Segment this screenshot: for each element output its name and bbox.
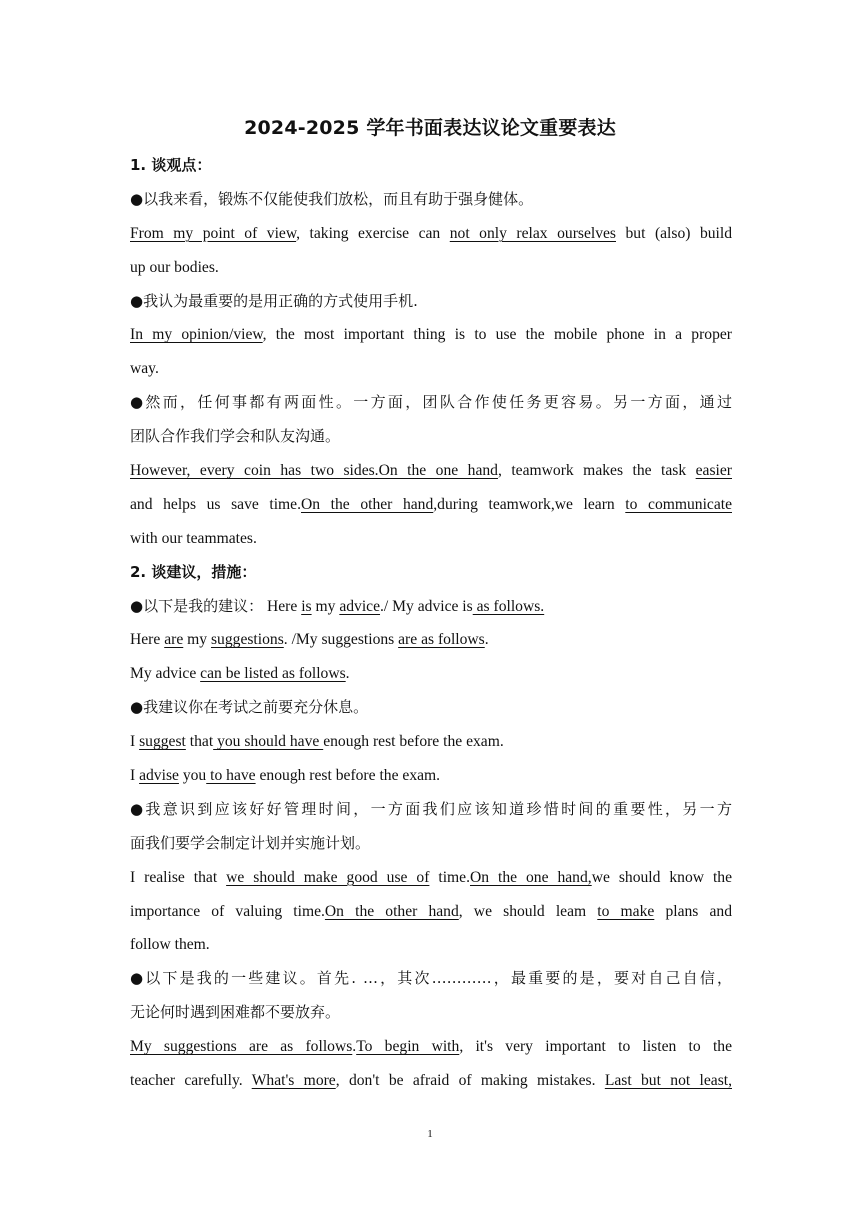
text-segment: that	[185, 733, 214, 751]
text-segment: ●以下是我的建议：	[130, 596, 264, 615]
underlined-phrase: suggestions	[210, 631, 284, 649]
text-line	[130, 183, 732, 217]
text-segment: ●我认为最重要的是用正确的方式使用手机.	[130, 291, 418, 310]
underlined-phrase: My suggestions are as follows	[130, 1038, 353, 1056]
underlined-phrase: easier	[695, 462, 732, 480]
underlined-phrase: we should make good use of	[226, 868, 430, 886]
text-segment: 1. 谈观点：	[130, 156, 212, 174]
underlined-phrase: as follows.	[472, 597, 545, 615]
text-segment: we should know the	[591, 868, 732, 886]
text-segment: you	[178, 767, 207, 785]
underlined-phrase: In my opinion/view	[130, 326, 263, 344]
text-line	[130, 420, 732, 454]
text-line	[130, 522, 732, 556]
text-line	[130, 251, 732, 285]
text-segment: Here	[263, 597, 302, 615]
underlined-phrase: On the other hand	[301, 495, 434, 513]
underlined-phrase: are as follows	[398, 631, 485, 649]
underlined-phrase: not only relax ourselves	[449, 224, 616, 242]
document-body	[130, 149, 732, 1098]
underlined-phrase: suggest	[139, 733, 186, 751]
text-segment: time.	[429, 868, 470, 886]
text-line	[130, 725, 732, 759]
text-segment: , the most important thing is to use the mobile phone in a proper	[262, 326, 732, 344]
text-segment: my	[311, 597, 340, 615]
underlined-phrase: However, every coin has two sides.On the one hand	[130, 462, 498, 480]
text-line	[130, 590, 732, 624]
text-segment: 团队合作我们学会和队友沟通。	[130, 427, 341, 446]
text-segment: but (also) build	[616, 224, 732, 242]
text-segment: with our teammates.	[130, 529, 257, 547]
text-line	[130, 352, 732, 386]
text-segment: , teamwork makes the task	[497, 462, 696, 480]
underlined-phrase: to have	[206, 767, 256, 785]
text-segment: .	[352, 1038, 357, 1056]
text-line	[130, 928, 732, 962]
text-segment: plans and	[654, 902, 732, 920]
text-line	[130, 861, 732, 895]
underlined-phrase: can be listed as follows	[200, 665, 346, 683]
text-segment: 无论何时遇到困难都不要放弃。	[130, 1003, 341, 1022]
document-title: 2024-2025 学年书面表达议论文重要表达	[244, 117, 616, 139]
text-segment: ./ My advice is	[380, 597, 473, 615]
text-segment: teacher carefully.	[130, 1072, 252, 1090]
text-segment: way.	[130, 360, 159, 378]
underlined-phrase: From my point of view	[130, 224, 297, 242]
text-line	[130, 623, 732, 657]
text-line	[130, 318, 732, 352]
text-segment: .	[484, 631, 489, 649]
text-segment: , taking exercise can	[296, 224, 450, 242]
text-line	[130, 759, 732, 793]
text-line	[130, 895, 732, 929]
underlined-phrase: to communicate	[625, 495, 732, 513]
text-segment: ●我建议你在考试之前要充分休息。	[130, 698, 369, 717]
underlined-phrase: To begin with	[356, 1038, 460, 1056]
text-segment: enough rest before the exam.	[323, 733, 504, 751]
text-segment: my	[183, 631, 211, 649]
page-number: 1	[427, 1128, 433, 1140]
underlined-phrase: On the one hand,	[469, 868, 592, 886]
text-segment: 面我们要学会制定计划并实施计划。	[130, 833, 371, 852]
text-segment: up our bodies.	[130, 258, 219, 276]
underlined-phrase: What's more	[251, 1072, 336, 1090]
underlined-phrase: Last but not least,	[604, 1072, 732, 1090]
text-segment: My advice	[130, 665, 201, 683]
text-segment: ,during teamwork,we learn	[433, 495, 626, 513]
text-segment: I	[130, 767, 140, 785]
text-segment: 2. 谈建议，措施：	[130, 562, 257, 581]
text-segment: ●以下是我的一些建议。首先. …，其次…………，最重要的是，要对自己自信，	[130, 969, 732, 988]
text-line	[130, 793, 732, 827]
text-line	[130, 217, 732, 251]
text-line	[130, 1030, 732, 1064]
text-segment: ●然而，任何事都有两面性。一方面，团队合作使任务更容易。另一方面，通过	[130, 393, 732, 412]
text-line	[130, 1064, 732, 1098]
text-line	[130, 827, 732, 861]
text-line	[130, 691, 732, 725]
text-segment: enough rest before the exam.	[255, 767, 441, 785]
text-segment: and helps us save time.	[130, 495, 302, 513]
underlined-phrase: On the other hand	[324, 902, 459, 920]
text-segment: .	[345, 665, 350, 683]
text-line	[130, 386, 732, 420]
section-heading	[130, 149, 732, 183]
text-segment: I realise that	[130, 868, 227, 886]
underlined-phrase: advise	[139, 767, 179, 785]
text-segment: . /My suggestions	[283, 631, 399, 649]
underlined-phrase: is	[301, 597, 312, 615]
text-segment: I	[130, 733, 140, 751]
underlined-phrase: are	[164, 631, 184, 649]
text-segment: , don't be afraid of making mistakes.	[335, 1072, 605, 1090]
text-line	[130, 488, 732, 522]
text-line	[130, 657, 732, 691]
text-line	[130, 454, 732, 488]
underlined-phrase: you should have	[213, 733, 324, 751]
section-heading	[130, 556, 732, 590]
underlined-phrase: advice	[339, 597, 381, 615]
text-segment: follow them.	[130, 936, 210, 954]
text-segment: ●以我来看，锻炼不仅能使我们放松，而且有助于强身健体。	[130, 189, 534, 208]
text-segment: Here	[130, 631, 165, 649]
text-line	[130, 996, 732, 1030]
text-segment: importance of valuing time.	[130, 902, 325, 920]
text-line	[130, 962, 732, 996]
text-segment: , it's very important to listen to the	[459, 1038, 732, 1056]
text-line	[130, 285, 732, 319]
text-segment: , we should leam	[458, 902, 598, 920]
text-segment: ●我意识到应该好好管理时间，一方面我们应该知道珍惜时间的重要性，另一方	[130, 799, 732, 818]
underlined-phrase: to make	[597, 902, 655, 920]
